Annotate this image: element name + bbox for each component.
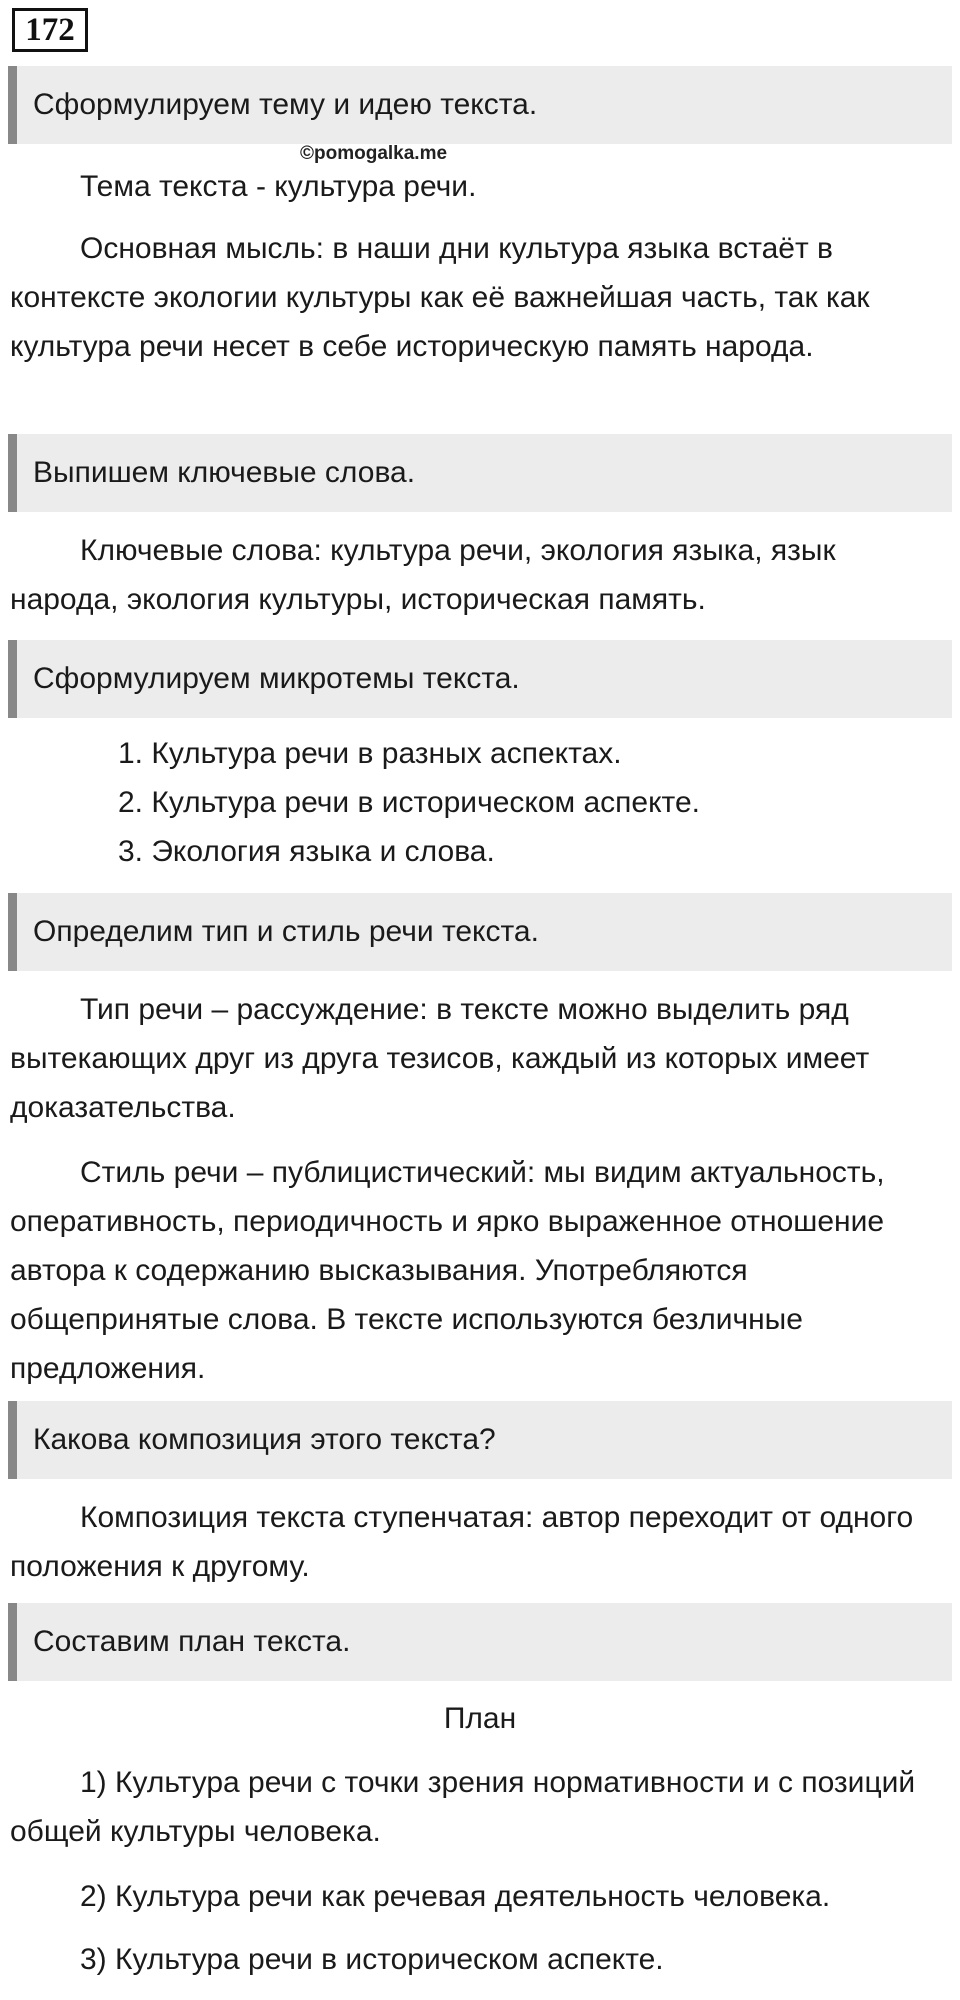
section-header-keywords: Выпишем ключевые слова. [8, 434, 952, 512]
plan-item: 3) Культура речи в историческом аспекте. [80, 1943, 664, 1976]
paragraph-composition: Композиция текста ступенчатая: автор переходит от одного положения к другому. [10, 1501, 914, 1583]
list-item: 1. Культура речи в разных аспектах. [118, 737, 622, 770]
paragraph-speech-type: Тип речи – рассуждение: в тексте можно выделить ряд вытекающих друг из друга тезисов, каждый из которых имеет доказательства. [10, 993, 870, 1124]
section-header-microtopics: Сформулируем микротемы текста. [8, 640, 952, 718]
plan-item: 2) Культура речи как речевая деятельность человека. [80, 1880, 831, 1913]
section-header-theme: Сформулируем тему и идею текста. [8, 66, 952, 144]
paragraph-main-idea: Основная мысль: в наши дни культура языка встаёт в контексте экологии культуры как её важнейшая часть, так как культура речи несет в себе историческую память народа. [10, 232, 870, 363]
section-header-composition: Какова композиция этого текста? [8, 1401, 952, 1479]
section-header-plan: Составим план текста. [8, 1603, 952, 1681]
list-item: 3. Экология языка и слова. [118, 835, 495, 868]
plan-title: План [443, 1702, 517, 1735]
task-number-badge: 172 [12, 8, 88, 52]
section-header-type-style: Определим тип и стиль речи текста. [8, 893, 952, 971]
plan-item: 1) Культура речи с точки зрения нормативности и с позиций общей культуры человека. [10, 1766, 916, 1848]
watermark: ©pomogalka.me [300, 143, 448, 164]
list-item: 2. Культура речи в историческом аспекте. [118, 786, 700, 819]
paragraph-speech-style: Стиль речи – публицистический: мы видим актуальность, оперативность, периодичность и ярко выраженное отношение автора к содержанию высказывания. Употребляются общепринятые слова. В тексте используются безличные предложения. [10, 1156, 885, 1385]
paragraph-keywords: Ключевые слова: культура речи, экология языка, язык народа, экология культуры, историческая память. [10, 534, 836, 616]
paragraph-theme: Тема текста - культура речи. [80, 170, 477, 203]
